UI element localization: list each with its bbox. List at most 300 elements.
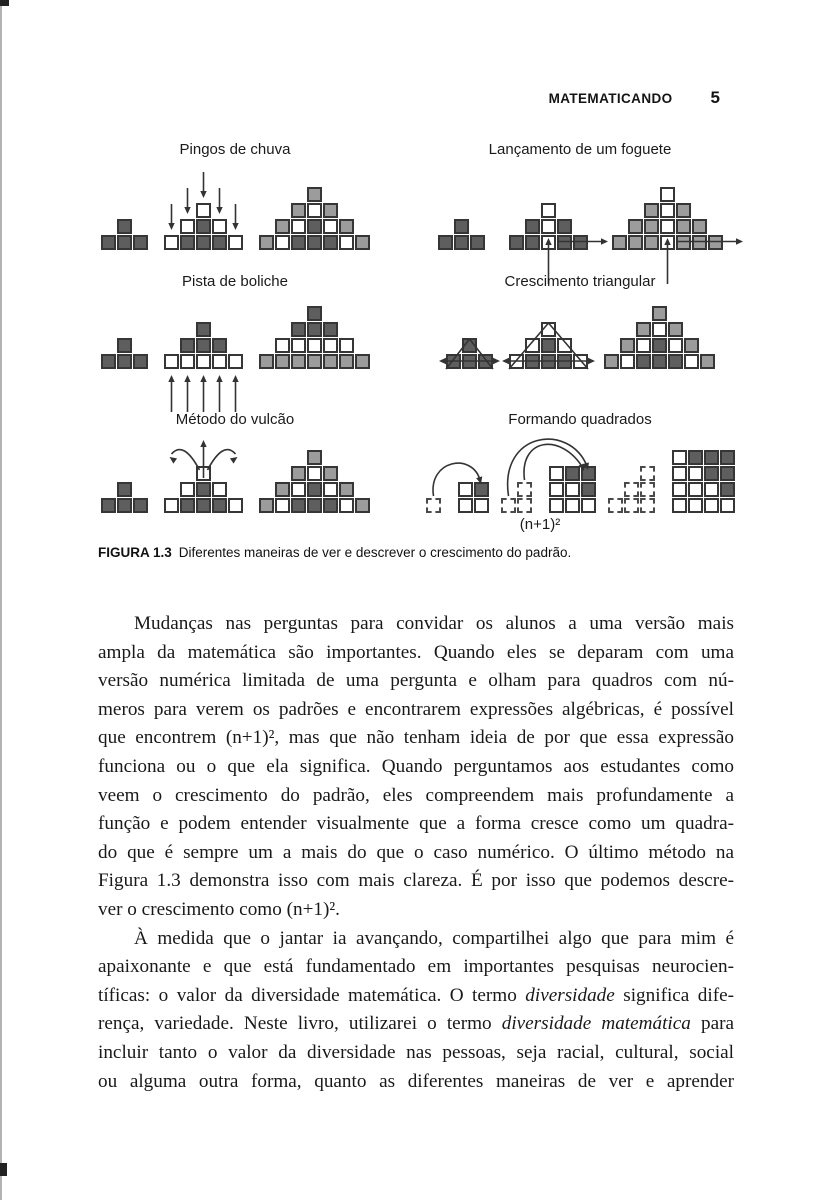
- pattern-cell: [101, 338, 116, 353]
- pattern-cell: [196, 322, 211, 337]
- pattern-cell: [636, 322, 651, 337]
- pattern-cell: [355, 482, 370, 497]
- pattern-cell: [660, 219, 675, 234]
- pattern-cell: [196, 219, 211, 234]
- pattern-cell: [541, 354, 556, 369]
- pattern-cell: [196, 354, 211, 369]
- pattern-cell: [307, 219, 322, 234]
- pattern-cell: [620, 338, 635, 353]
- figure-caption: [98, 545, 758, 560]
- pattern-cell: [660, 235, 675, 250]
- pattern-cell: [573, 354, 588, 369]
- pattern-cell: [612, 235, 627, 250]
- pattern-cell: [101, 235, 116, 250]
- pattern-cell: [339, 219, 354, 234]
- pattern-cell: [474, 482, 489, 497]
- pattern-cell: [604, 306, 619, 321]
- page-number: 5: [710, 88, 720, 107]
- pattern-stage: [101, 219, 148, 250]
- pattern-cell: [565, 466, 580, 481]
- pattern-cell: [700, 306, 715, 321]
- pattern-cell: [164, 322, 179, 337]
- body-text-line: ampla da matemática são importantes. Quando eles se deparam com uma: [98, 641, 734, 663]
- pattern-cell: [604, 322, 619, 337]
- panel-title: Crescimento triangular: [504, 273, 656, 290]
- paragraph: [98, 925, 734, 1097]
- pattern-stage: [101, 338, 148, 369]
- pattern-cell: [628, 235, 643, 250]
- pattern-cell: [672, 498, 687, 513]
- pattern-cell: [557, 322, 572, 337]
- pattern-cell: [656, 450, 671, 465]
- pattern-cell: [291, 306, 306, 321]
- up-arrows-icon: [164, 372, 243, 414]
- pattern-cell: [628, 187, 643, 202]
- pattern-cell: [133, 219, 148, 234]
- pattern-cell: [180, 498, 195, 513]
- pattern-stage: [608, 450, 735, 513]
- pattern-cell: [660, 203, 675, 218]
- pattern-cell: [541, 203, 556, 218]
- pattern-cell: [624, 466, 639, 481]
- pattern-cell: [275, 203, 290, 218]
- pattern-cell: [644, 235, 659, 250]
- scan-artifact-top: [0, 0, 9, 6]
- pattern-cell: [573, 235, 588, 250]
- pattern-cell: [640, 450, 655, 465]
- pattern-grid: [509, 203, 588, 250]
- body-text-line: incluir tanto o valor da diversidade nas pessoas, seja racial, cultural, social: [98, 1041, 734, 1063]
- figure-panel-squares: [415, 410, 745, 513]
- pattern-cell: [517, 498, 532, 513]
- pattern-cell: [688, 498, 703, 513]
- body-text-line: ver o crescimento como (n+1)².: [98, 898, 340, 920]
- body-text-line: do que é sempre um a mais do que o caso numérico. O último método na: [98, 841, 734, 863]
- pattern-cell: [557, 219, 572, 234]
- pattern-cell: [612, 187, 627, 202]
- pattern-cell: [454, 219, 469, 234]
- panel-title: Método do vulcão: [175, 411, 295, 428]
- pattern-cell: [501, 466, 516, 481]
- pattern-cell: [676, 235, 691, 250]
- pattern-cell: [339, 235, 354, 250]
- pattern-cell: [684, 338, 699, 353]
- pattern-cell: [525, 338, 540, 353]
- pattern-cell: [355, 203, 370, 218]
- pattern-cell: [180, 338, 195, 353]
- pattern-cell: [259, 450, 274, 465]
- pattern-cell: [700, 354, 715, 369]
- pattern-cell: [442, 482, 457, 497]
- pattern-cell: [339, 354, 354, 369]
- pattern-cell: [517, 482, 532, 497]
- pattern-cell: [307, 482, 322, 497]
- pattern-cell: [323, 306, 338, 321]
- pattern-grid: [259, 306, 370, 369]
- pattern-cell: [180, 219, 195, 234]
- pattern-cell: [549, 498, 564, 513]
- pattern-grid: [438, 219, 485, 250]
- pattern-cell: [604, 354, 619, 369]
- pattern-cell: [307, 338, 322, 353]
- pattern-cell: [692, 187, 707, 202]
- pattern-cell: [323, 498, 338, 513]
- pattern-cell: [164, 219, 179, 234]
- pattern-cell: [620, 322, 635, 337]
- pattern-cell: [672, 482, 687, 497]
- pattern-cell: [307, 466, 322, 481]
- pattern-cell: [640, 482, 655, 497]
- pattern-cell: [275, 354, 290, 369]
- pattern-cell: [307, 354, 322, 369]
- pattern-cell: [525, 322, 540, 337]
- pattern-cell: [672, 466, 687, 481]
- pattern-cell: [676, 219, 691, 234]
- pattern-cell: [101, 482, 116, 497]
- pattern-stage: [509, 322, 588, 369]
- pattern-cell: [684, 354, 699, 369]
- pattern-cell: [307, 498, 322, 513]
- pattern-cell: [275, 187, 290, 202]
- pattern-cell: [196, 338, 211, 353]
- pattern-cell: [668, 338, 683, 353]
- pattern-cell: [323, 338, 338, 353]
- pattern-cell: [704, 482, 719, 497]
- pattern-cell: [608, 466, 623, 481]
- pattern-cell: [275, 498, 290, 513]
- pattern-cell: [259, 498, 274, 513]
- pattern-cell: [133, 498, 148, 513]
- pattern-cell: [509, 235, 524, 250]
- pattern-cell: [212, 498, 227, 513]
- pattern-grid: [164, 322, 243, 369]
- pattern-cell: [426, 482, 441, 497]
- pattern-cell: [624, 450, 639, 465]
- pattern-cell: [307, 322, 322, 337]
- pattern-cell: [212, 219, 227, 234]
- pattern-cell: [442, 498, 457, 513]
- pattern-cell: [636, 306, 651, 321]
- pattern-stage: [509, 203, 588, 250]
- pattern-cell: [470, 219, 485, 234]
- pattern-cell: [454, 235, 469, 250]
- pattern-cell: [196, 203, 211, 218]
- pattern-cell: [212, 338, 227, 353]
- pattern-cell: [565, 482, 580, 497]
- pattern-grid: [604, 306, 715, 369]
- pattern-cell: [581, 466, 596, 481]
- pattern-cell: [339, 203, 354, 218]
- pattern-cell: [478, 338, 493, 353]
- pattern-cell: [164, 235, 179, 250]
- pattern-cell: [228, 203, 243, 218]
- pattern-cell: [307, 450, 322, 465]
- pattern-cell: [291, 203, 306, 218]
- pattern-cell: [259, 466, 274, 481]
- pattern-cell: [196, 482, 211, 497]
- pattern-stage: [438, 219, 485, 250]
- pattern-cell: [212, 235, 227, 250]
- pattern-cell: [438, 235, 453, 250]
- pattern-cell: [101, 354, 116, 369]
- pattern-cell: [355, 235, 370, 250]
- pattern-cell: [565, 498, 580, 513]
- pattern-cell: [291, 338, 306, 353]
- pattern-stage: [446, 338, 493, 369]
- pattern-cell: [259, 235, 274, 250]
- pattern-cell: [180, 322, 195, 337]
- pattern-cell: [462, 338, 477, 353]
- pattern-cell: [180, 235, 195, 250]
- pattern-cell: [517, 466, 532, 481]
- pattern-cell: [525, 354, 540, 369]
- pattern-cell: [668, 322, 683, 337]
- pattern-cell: [275, 338, 290, 353]
- body-text-line: Mudanças nas perguntas para convidar os alunos a uma versão mais: [134, 613, 734, 634]
- pattern-cell: [628, 203, 643, 218]
- pattern-cell: [700, 338, 715, 353]
- pattern-cell: [692, 203, 707, 218]
- pattern-cell: [117, 482, 132, 497]
- body-text-line: veem o crescimento do padrão, eles compreendem mais profundamente a: [98, 784, 734, 806]
- pattern-cell: [180, 203, 195, 218]
- pattern-cell: [339, 306, 354, 321]
- pattern-cell: [652, 306, 667, 321]
- formula-label: (n+1)²: [519, 516, 561, 533]
- pattern-stage: [426, 482, 489, 513]
- pattern-cell: [688, 466, 703, 481]
- pattern-cell: [549, 482, 564, 497]
- pattern-cell: [708, 219, 723, 234]
- pattern-cell: [656, 482, 671, 497]
- panel-title: Lançamento de um foguete: [488, 141, 672, 158]
- panel-title: Formando quadrados: [508, 411, 652, 428]
- pattern-cell: [323, 187, 338, 202]
- pattern-cell: [688, 450, 703, 465]
- pattern-cell: [355, 466, 370, 481]
- pattern-cell: [228, 466, 243, 481]
- body-text-line: versão numérica limitada de uma pergunta e olham para quadros com nú-: [98, 670, 734, 692]
- pattern-cell: [644, 219, 659, 234]
- pattern-cell: [720, 450, 735, 465]
- pattern-cell: [259, 203, 274, 218]
- body-text-line: Figura 1.3 demonstra isso com mais clareza. É por isso que podemos descre-: [98, 870, 734, 892]
- pattern-cell: [557, 354, 572, 369]
- pattern-cell: [355, 322, 370, 337]
- pattern-cell: [212, 354, 227, 369]
- pattern-cell: [620, 354, 635, 369]
- pattern-cell: [339, 450, 354, 465]
- pattern-cell: [291, 187, 306, 202]
- pattern-cell: [355, 187, 370, 202]
- pattern-cell: [164, 466, 179, 481]
- pattern-cell: [684, 306, 699, 321]
- pattern-stage: [259, 187, 370, 250]
- pattern-grid: [259, 450, 370, 513]
- pattern-cell: [628, 219, 643, 234]
- body-text: [98, 610, 734, 1096]
- pattern-cell: [355, 498, 370, 513]
- body-text-line: apaixonante e que está fundamentado em importantes pesquisas neurocien-: [98, 956, 734, 978]
- pattern-cell: [101, 219, 116, 234]
- pattern-cell: [212, 322, 227, 337]
- pattern-cell: [525, 235, 540, 250]
- pattern-cell: [259, 322, 274, 337]
- pattern-cell: [339, 338, 354, 353]
- pattern-cell: [624, 498, 639, 513]
- pattern-cell: [541, 235, 556, 250]
- pattern-cell: [164, 482, 179, 497]
- scan-artifact-bottom: [0, 1163, 7, 1176]
- pattern-stage: [612, 187, 723, 250]
- pattern-cell: [557, 235, 572, 250]
- pattern-cell: [573, 219, 588, 234]
- pattern-cell: [704, 466, 719, 481]
- pattern-cell: [672, 450, 687, 465]
- pattern-cell: [509, 219, 524, 234]
- body-text-line: que encontrem (n+1)², mas que não tenham ideia de por que essa expressão: [98, 727, 734, 749]
- pattern-cell: [355, 219, 370, 234]
- pattern-cell: [541, 322, 556, 337]
- pattern-cell: [462, 354, 477, 369]
- pattern-cell: [323, 219, 338, 234]
- pattern-cell: [339, 466, 354, 481]
- pattern-diagram: [85, 184, 385, 250]
- pattern-cell: [533, 498, 548, 513]
- pattern-cell: [212, 482, 227, 497]
- pattern-cell: [228, 322, 243, 337]
- pattern-grid: [164, 466, 243, 513]
- pattern-grid: [608, 450, 735, 513]
- pattern-cell: [259, 354, 274, 369]
- pattern-cell: [684, 322, 699, 337]
- pattern-cell: [355, 354, 370, 369]
- pattern-cell: [339, 322, 354, 337]
- running-title: MATEMATICANDO: [548, 91, 673, 106]
- pattern-cell: [228, 354, 243, 369]
- pattern-cell: [133, 338, 148, 353]
- pattern-cell: [668, 354, 683, 369]
- pattern-cell: [355, 338, 370, 353]
- pattern-cell: [196, 498, 211, 513]
- pattern-cell: [259, 187, 274, 202]
- pattern-cell: [446, 338, 461, 353]
- pattern-cell: [323, 203, 338, 218]
- pattern-cell: [117, 338, 132, 353]
- pattern-cell: [426, 498, 441, 513]
- pattern-cell: [117, 498, 132, 513]
- pattern-cell: [212, 466, 227, 481]
- pattern-grid: [426, 482, 489, 513]
- pattern-cell: [604, 338, 619, 353]
- pattern-grid: [101, 338, 148, 369]
- pattern-cell: [573, 203, 588, 218]
- pattern-cell: [608, 498, 623, 513]
- figure-caption-text: Diferentes maneiras de ver e descrever o crescimento do padrão.: [178, 545, 572, 560]
- pattern-cell: [644, 203, 659, 218]
- pattern-cell: [101, 498, 116, 513]
- pattern-cell: [557, 338, 572, 353]
- pattern-diagram: [415, 450, 745, 513]
- pattern-cell: [259, 482, 274, 497]
- pattern-stage: [259, 306, 370, 369]
- pattern-cell: [323, 235, 338, 250]
- pattern-cell: [196, 466, 211, 481]
- pattern-cell: [708, 203, 723, 218]
- pattern-cell: [164, 203, 179, 218]
- pattern-cell: [291, 466, 306, 481]
- pattern-stage: [101, 482, 148, 513]
- pattern-cell: [668, 306, 683, 321]
- pattern-stage: [164, 322, 243, 369]
- pattern-cell: [700, 322, 715, 337]
- pattern-cell: [228, 498, 243, 513]
- paragraph: [98, 610, 734, 925]
- pattern-grid: [101, 219, 148, 250]
- body-text-line: À medida que o jantar ia avançando, compartilhei algo que para mim é: [134, 927, 734, 949]
- figure-panel-triangular: [415, 272, 745, 369]
- pattern-cell: [339, 498, 354, 513]
- body-text-line: funciona ou o que ela significa. Quando perguntamos aos estudantes como: [98, 755, 734, 777]
- pattern-cell: [307, 306, 322, 321]
- pattern-cell: [688, 482, 703, 497]
- pattern-cell: [708, 187, 723, 202]
- figure-panel-volcano: [85, 410, 385, 513]
- pattern-diagram: [85, 450, 385, 513]
- pattern-cell: [291, 482, 306, 497]
- pattern-cell: [323, 482, 338, 497]
- pattern-cell: [275, 482, 290, 497]
- pattern-grid: [101, 482, 148, 513]
- pattern-cell: [323, 450, 338, 465]
- body-text-line: ou alguma outra forma, quanto as diferentes maneiras de ver e aprender: [98, 1070, 734, 1092]
- pattern-cell: [164, 498, 179, 513]
- pattern-cell: [533, 482, 548, 497]
- pattern-cell: [196, 235, 211, 250]
- pattern-grid: [446, 338, 493, 369]
- pattern-cell: [228, 219, 243, 234]
- pattern-cell: [323, 466, 338, 481]
- pattern-cell: [323, 354, 338, 369]
- pattern-cell: [446, 354, 461, 369]
- pattern-cell: [509, 338, 524, 353]
- pattern-cell: [180, 482, 195, 497]
- pattern-grid: [501, 466, 596, 513]
- pattern-cell: [608, 482, 623, 497]
- pattern-cell: [355, 450, 370, 465]
- pattern-cell: [640, 466, 655, 481]
- pattern-cell: [644, 187, 659, 202]
- pattern-cell: [652, 338, 667, 353]
- pattern-grid: [259, 187, 370, 250]
- pattern-cell: [708, 235, 723, 250]
- pattern-cell: [720, 466, 735, 481]
- pattern-cell: [549, 466, 564, 481]
- figure-panel-bowling: [85, 272, 385, 369]
- pattern-cell: [573, 338, 588, 353]
- pattern-cell: [291, 219, 306, 234]
- pattern-cell: [581, 482, 596, 497]
- pattern-cell: [620, 306, 635, 321]
- pattern-cell: [573, 322, 588, 337]
- pattern-grid: [509, 322, 588, 369]
- pattern-cell: [509, 322, 524, 337]
- pattern-cell: [275, 466, 290, 481]
- pattern-cell: [117, 219, 132, 234]
- pattern-stage: [501, 466, 596, 513]
- pattern-cell: [275, 219, 290, 234]
- pattern-cell: [624, 482, 639, 497]
